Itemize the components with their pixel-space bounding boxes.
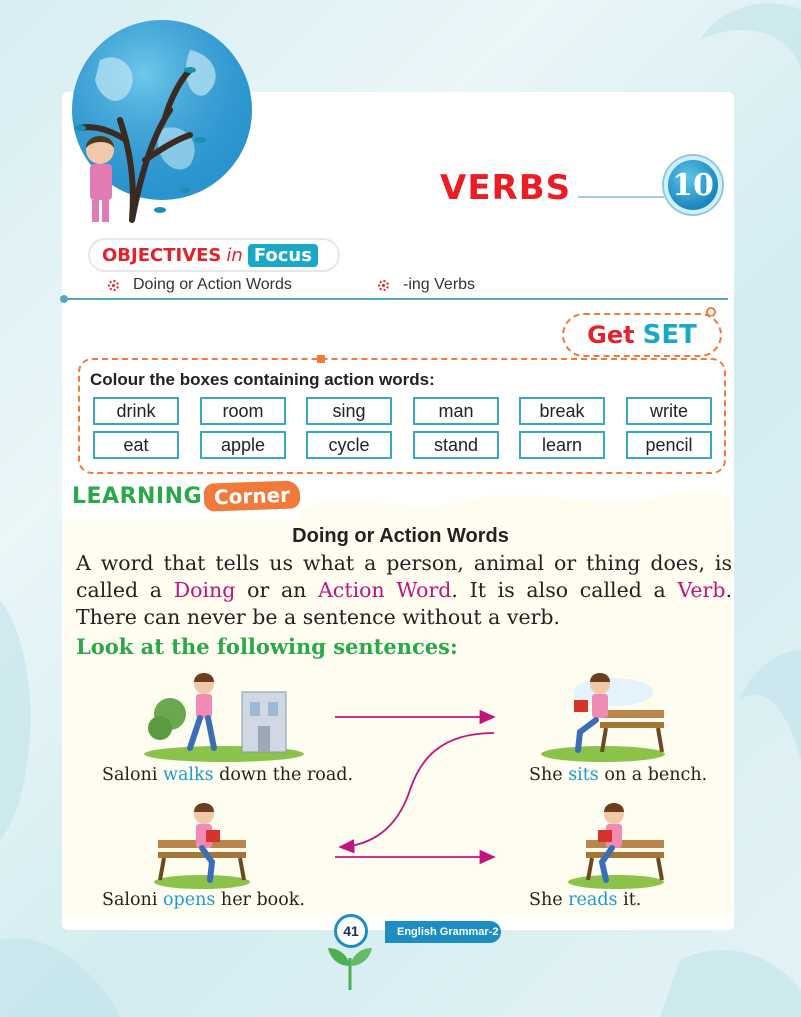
word-box[interactable]: write [626, 397, 712, 425]
para-text: A word that tells us what a person, animal or thing does, is called a [76, 551, 732, 602]
globe-tree-girl-illustration [40, 20, 270, 240]
chapter-number-badge: 10 [664, 156, 722, 214]
word-box[interactable]: learn [519, 431, 605, 459]
word-box[interactable]: break [519, 397, 605, 425]
verb-highlight: walks [163, 765, 214, 785]
para-text: . It is also called a [451, 578, 678, 602]
caption-text: Saloni [102, 765, 163, 785]
objectives-in-word: in [226, 244, 243, 266]
get-word: Get [587, 321, 635, 349]
sentence-caption [102, 765, 353, 785]
caption-text: on a bench. [598, 765, 708, 785]
word-box[interactable]: man [413, 397, 499, 425]
highlight-action-word: Action Word [318, 578, 452, 602]
activity-corner-square [317, 355, 325, 363]
learning-corner-banner [72, 482, 300, 510]
verb-highlight: opens [163, 890, 216, 910]
objectives-focus-word: Focus [248, 244, 318, 267]
highlight-doing: Doing [173, 578, 236, 602]
word-box[interactable]: eat [93, 431, 179, 459]
title-divider [578, 196, 664, 198]
word-box[interactable]: drink [93, 397, 179, 425]
section-heading: Doing or Action Words [292, 525, 509, 547]
highlight-verb: Verb [677, 578, 726, 602]
book-title-footer: English Grammar-2 [385, 921, 501, 943]
word-box[interactable]: stand [413, 431, 499, 459]
flower-bullet-icon [108, 280, 119, 291]
girl-sitting-bench-illustration [538, 662, 668, 762]
girl-walking-illustration [142, 662, 307, 762]
objective-item-label: Doing or Action Words [133, 276, 292, 293]
caption-text: She [529, 890, 569, 910]
sentence-caption [529, 765, 707, 785]
word-box[interactable]: pencil [626, 431, 712, 459]
verb-highlight: sits [568, 765, 599, 785]
para-text: or an [235, 578, 319, 602]
word-box[interactable]: cycle [306, 431, 392, 459]
sentence-caption [529, 890, 641, 910]
caption-text: down the road. [213, 765, 354, 785]
get-set-label [562, 313, 722, 357]
definition-paragraph [76, 550, 732, 631]
para-text: . There can never be a sentence without a verb. [76, 578, 732, 629]
objective-item [108, 276, 292, 294]
caption-text: She [529, 765, 569, 785]
word-box[interactable]: apple [200, 431, 286, 459]
wave-decoration [300, 478, 730, 524]
caption-text: her book. [215, 890, 305, 910]
chapter-title: VERBS [440, 168, 572, 208]
flower-bullet-icon [378, 280, 389, 291]
corner-word: Corner [204, 480, 301, 511]
objectives-word: OBJECTIVES [102, 244, 222, 266]
objective-item [378, 276, 475, 294]
word-box[interactable]: room [200, 397, 286, 425]
sentence-caption [102, 890, 305, 910]
set-word: SET [642, 320, 697, 350]
caption-text: Saloni [102, 890, 163, 910]
learning-word: LEARNING [72, 483, 203, 509]
objectives-in-focus-label [90, 240, 338, 270]
objective-item-label: -ing Verbs [403, 276, 476, 293]
girl-reading-book-illustration [566, 800, 666, 890]
activity-instruction: Colour the boxes containing action words: [90, 370, 435, 389]
word-box[interactable]: sing [306, 397, 392, 425]
girl-opening-book-illustration [152, 800, 252, 890]
objectives-divider [64, 298, 728, 300]
caption-text: it. [617, 890, 642, 910]
look-at-heading: Look at the following sentences: [76, 634, 458, 659]
page-number: 41 [334, 914, 368, 948]
verb-highlight: reads [568, 890, 618, 910]
